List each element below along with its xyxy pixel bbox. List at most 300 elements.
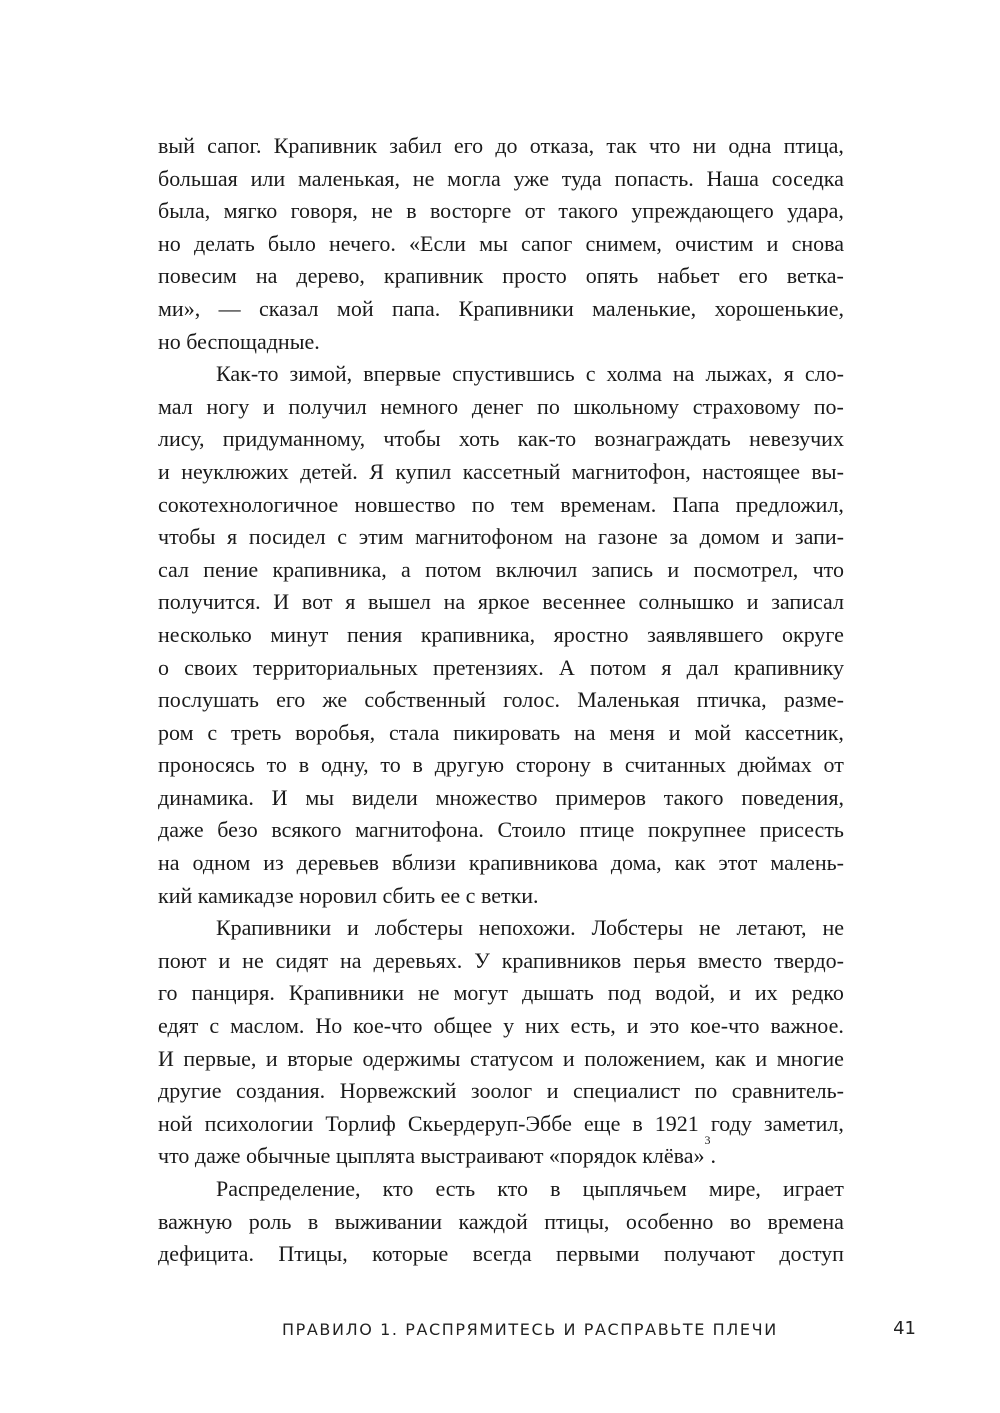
word: вый [158,133,195,158]
text-line [158,912,844,945]
word: то [266,752,287,778]
word: их [754,980,778,1006]
word: цыплячьем [582,1176,687,1201]
text-line-tail: . [710,1143,716,1169]
word: пения [347,621,403,647]
word: крапивника, [272,556,387,582]
word: есть, [570,1013,616,1039]
word: у [503,1013,515,1039]
word: редко [791,980,844,1006]
word: записал [771,589,844,615]
word: вы- [811,458,844,484]
word: делать [193,230,255,256]
word: в [406,198,417,224]
word: летают, [736,915,807,941]
word: соседка [771,165,844,191]
word: я [783,361,794,387]
word: не [242,947,264,973]
word: всякого [271,817,342,843]
word: о [158,654,169,680]
word: и [729,980,741,1006]
word: каждой [458,1208,528,1234]
word: включил [495,556,578,582]
word: Как-то [216,361,279,387]
word: детей. [300,458,358,484]
text-line [158,652,844,685]
word: и [755,1045,768,1071]
word: и [262,393,275,419]
word: перья [633,947,686,973]
word: такого [558,198,619,224]
word: из [263,850,284,876]
text-line [158,1043,844,1076]
text-line [158,195,844,228]
word: забил [389,133,442,158]
word: общее [433,1013,493,1039]
word: Стоило [497,817,566,843]
word: настоящее [702,458,800,484]
word: сапог [521,230,573,256]
word: пикировать [453,719,561,745]
word: особенно [625,1208,714,1234]
word: запи- [794,524,844,550]
word: удара, [787,198,844,224]
text-line [158,228,844,261]
word: по [537,393,560,419]
word: временам. [560,491,657,517]
word: не [412,165,435,191]
word: и [546,1078,559,1104]
word: набьет [657,263,720,289]
text-line [158,423,844,456]
word: лису, [158,426,205,452]
word: лобстеры [374,915,463,941]
word: этот [718,850,758,876]
word: есть [435,1176,476,1201]
word: птице [579,817,635,843]
text-line [158,1173,844,1206]
text-line [158,554,844,587]
text-line [158,749,844,782]
word: и [218,947,231,973]
word: на [340,947,362,973]
word: магнитофон, [571,458,691,484]
word: панциря. [191,980,275,1006]
text-line [158,847,844,880]
text-line-content: кий камикадзе норовил сбить ее с ветки. [158,882,539,908]
word: на [255,263,278,289]
word: и [347,915,359,941]
word: меня [609,719,655,745]
word: округе [782,621,844,647]
word: солнышко [638,589,735,615]
word: Папа [672,491,720,517]
word: присесть [759,817,844,843]
text-line [158,619,844,652]
word: Наша [706,165,759,191]
word: с [209,1013,220,1039]
word: сравнитель- [731,1078,844,1104]
word: весеннее [542,589,626,615]
word: и [667,556,680,582]
text-line [158,1010,844,1043]
word: как [715,1045,746,1071]
word: многие [776,1045,844,1071]
word: попасть. [614,165,694,191]
text-line [158,1108,844,1141]
word: году [710,1110,752,1136]
word: дефицита. [158,1241,254,1267]
word: кассетный [462,458,561,484]
word: потом [425,556,482,582]
word: дал [686,654,719,680]
word: в [412,752,423,778]
word: птица, [783,133,844,158]
word: неуклюжих [181,458,289,484]
word: дюймах [737,752,812,778]
word: другие [158,1078,222,1104]
word: получится. [158,589,261,615]
word: разме- [783,687,844,713]
word: его [453,133,484,158]
word: маслом. [230,1013,305,1039]
word: во [729,1208,752,1234]
word: за [669,524,688,550]
word: заявлявшего [647,621,764,647]
word: газоне [597,524,658,550]
word: одном [192,850,251,876]
word: могут [453,980,509,1006]
word: купил [395,458,452,484]
text-line [158,326,844,359]
word: множество [435,784,538,810]
word: мой [694,719,732,745]
word: ром [158,719,194,745]
word: спустившись [452,361,575,387]
word: получают [663,1241,755,1267]
word: лыжах, [705,361,773,387]
text-line [158,130,844,163]
word: первыми [556,1241,640,1267]
word: сло- [804,361,844,387]
word: территориальных [253,654,418,680]
word: несколько [158,621,252,647]
word: времена [767,1208,844,1234]
word: создания. [235,1078,326,1104]
word: покрупнее [647,817,747,843]
word: статусом [469,1045,554,1071]
text-line [158,260,844,293]
word: мы [479,230,508,256]
word: и [158,458,170,484]
word: Маленькая [577,687,680,713]
word: магнитофона. [355,817,484,843]
word: крапивника, [420,621,536,647]
word: сказал [258,295,319,321]
word: на [573,719,596,745]
word: мой [336,295,374,321]
word: что [648,133,681,158]
word: не [822,915,844,941]
word: невезучих [749,426,844,452]
word: и [771,524,784,550]
word: в [550,1176,561,1201]
word: вблизи [391,850,456,876]
word: ветка- [786,263,844,289]
word: была, [158,198,211,224]
word: них [525,1013,560,1039]
word: этим [358,524,404,550]
word: дома, [610,850,662,876]
word: с [207,719,218,745]
footnote-marker: 3 [704,1133,711,1148]
word: первые, [183,1045,257,1071]
word: говоря, [290,198,358,224]
text-line [158,489,844,522]
word: очистим [675,230,754,256]
word: школьному [573,393,680,419]
word: водой, [655,980,716,1006]
word: Крапивник [273,133,378,158]
word: предложил, [735,491,844,517]
word: Норвежский [339,1078,457,1104]
word: холма [606,361,662,387]
word: Торлиф [325,1110,396,1136]
word: играет [782,1176,844,1201]
word: яростно [553,621,629,647]
text-line [158,586,844,619]
word: отказа, [529,133,595,158]
word: стала [388,719,440,745]
word: важную [158,1208,233,1234]
word: получил [288,393,367,419]
word: твердо- [774,947,844,973]
word: зимой, [289,361,353,387]
word: с [337,524,348,550]
word: магнитофоном [415,524,554,550]
text-line [158,880,844,913]
word: я [345,589,356,615]
text-line [158,163,844,196]
word: поведения, [741,784,844,810]
text-line [158,782,844,815]
word: или [250,165,286,191]
word: сокотехнологичное [158,491,339,517]
word: то [380,752,401,778]
word: в [632,1110,643,1136]
word: И [271,784,288,810]
word: птицы, [544,1208,610,1234]
word: кое-что [690,1013,760,1039]
word: в [307,1208,319,1234]
text-line [158,945,844,978]
word: посидел [248,524,326,550]
word: собственный [364,687,486,713]
word: Распределение, [216,1176,361,1201]
word: в [298,752,310,778]
word: поют [158,947,207,973]
word: важное. [770,1013,844,1039]
word: чтобы [158,524,216,550]
word: мире, [708,1176,761,1201]
word: У [474,947,490,973]
word: сапог. [207,133,262,158]
word: что [812,556,844,582]
word: было [267,230,316,256]
word: от [524,198,545,224]
word: заметил, [763,1110,844,1136]
word: я [661,654,672,680]
word: на [443,589,466,615]
word: страховому [692,393,801,419]
word: минут [270,621,329,647]
text-line [158,1133,844,1173]
word: и [626,1013,639,1039]
word: крапивников [501,947,622,973]
word: восторге [429,198,512,224]
word: сал [158,556,189,582]
text-line [158,1206,844,1239]
word: зоолог [470,1078,533,1104]
word: большая [158,165,238,191]
word: могла [447,165,501,191]
word: положением, [584,1045,706,1071]
word: всегда [472,1241,532,1267]
word: деревьев [296,850,379,876]
word: Крапивники [458,295,574,321]
word: и [746,589,759,615]
word: Скьердеруп-Эббе [407,1110,572,1136]
word: денег [471,393,524,419]
word: кто [382,1176,414,1201]
word: а [401,556,411,582]
text-line [158,521,844,554]
word: как [674,850,706,876]
word: потом [589,654,647,680]
word: вознаграждать [594,426,731,452]
text-line [158,293,844,326]
word: психологии [204,1110,314,1136]
word: его [738,263,768,289]
word: динамика. [158,784,254,810]
word: го [158,980,178,1006]
text-line [158,684,844,717]
word: но [158,230,181,256]
text-line [158,814,844,847]
text-line [158,391,844,424]
word: просто [502,263,567,289]
word: претензиях. [432,654,544,680]
body-text [158,130,844,1271]
word: под [607,980,642,1006]
word: на [672,361,695,387]
word: вместо [697,947,763,973]
word: одну, [320,752,369,778]
word: упреждающего [631,198,774,224]
word: домом [699,524,760,550]
word: ми», [158,295,201,321]
word: снимем, [585,230,662,256]
word: маленькие, [592,295,697,321]
word: Крапивники [288,980,404,1006]
word: и [562,1045,575,1071]
word: своих [184,654,238,680]
word: и [766,230,779,256]
text-line [158,358,844,391]
word: пение [203,556,259,582]
word: мягко [223,198,278,224]
word: впервые [363,361,442,387]
word: яркое [477,589,530,615]
word: маленькая, [297,165,400,191]
word: крапивник [383,263,484,289]
word: новшество [354,491,456,517]
word: одержимы [362,1045,461,1071]
word: еще [583,1110,621,1136]
word: Но [315,1013,343,1039]
word: мал [158,393,193,419]
word: доступ [779,1241,844,1267]
word: А [558,654,575,680]
word: на [564,524,587,550]
word: ногу [206,393,250,419]
word: ни [692,133,717,158]
word: 1921 [654,1110,699,1136]
text-line-content: но беспощадные. [158,328,320,354]
word: хорошенькие, [714,295,844,321]
word: сторону [515,752,591,778]
word: даже [158,817,204,843]
word: воробья, [295,719,376,745]
word: видели [351,784,418,810]
word: одна [728,133,772,158]
word: повесим [158,263,237,289]
word: же [322,687,348,713]
word: безо [217,817,258,843]
word: опять [585,263,639,289]
word: кто [497,1176,529,1201]
word: туда [561,165,602,191]
word: выживании [334,1208,443,1234]
word: кое-что [353,1013,423,1039]
word: с [585,361,596,387]
word: это [649,1013,680,1039]
word: дышать [522,980,594,1006]
word: тем [510,491,545,517]
word: считанных [624,752,726,778]
word: примеров [555,784,646,810]
word: по [694,1078,718,1104]
word: деревьях. [373,947,463,973]
word: кассетник, [744,719,844,745]
word: Лобстеры [591,915,684,941]
word: и [668,719,681,745]
word: до [495,133,518,158]
word: Я [369,458,384,484]
word: И [158,1045,174,1071]
word: придуманному, [222,426,366,452]
word: — [218,295,241,321]
word: нечего. [329,230,396,256]
word: уже [513,165,549,191]
word: так [606,133,637,158]
word: крапивникова [468,850,598,876]
word: от [823,752,844,778]
word: мы [305,784,335,810]
word: другую [434,752,505,778]
word: которые [372,1241,449,1267]
word: не [371,198,393,224]
